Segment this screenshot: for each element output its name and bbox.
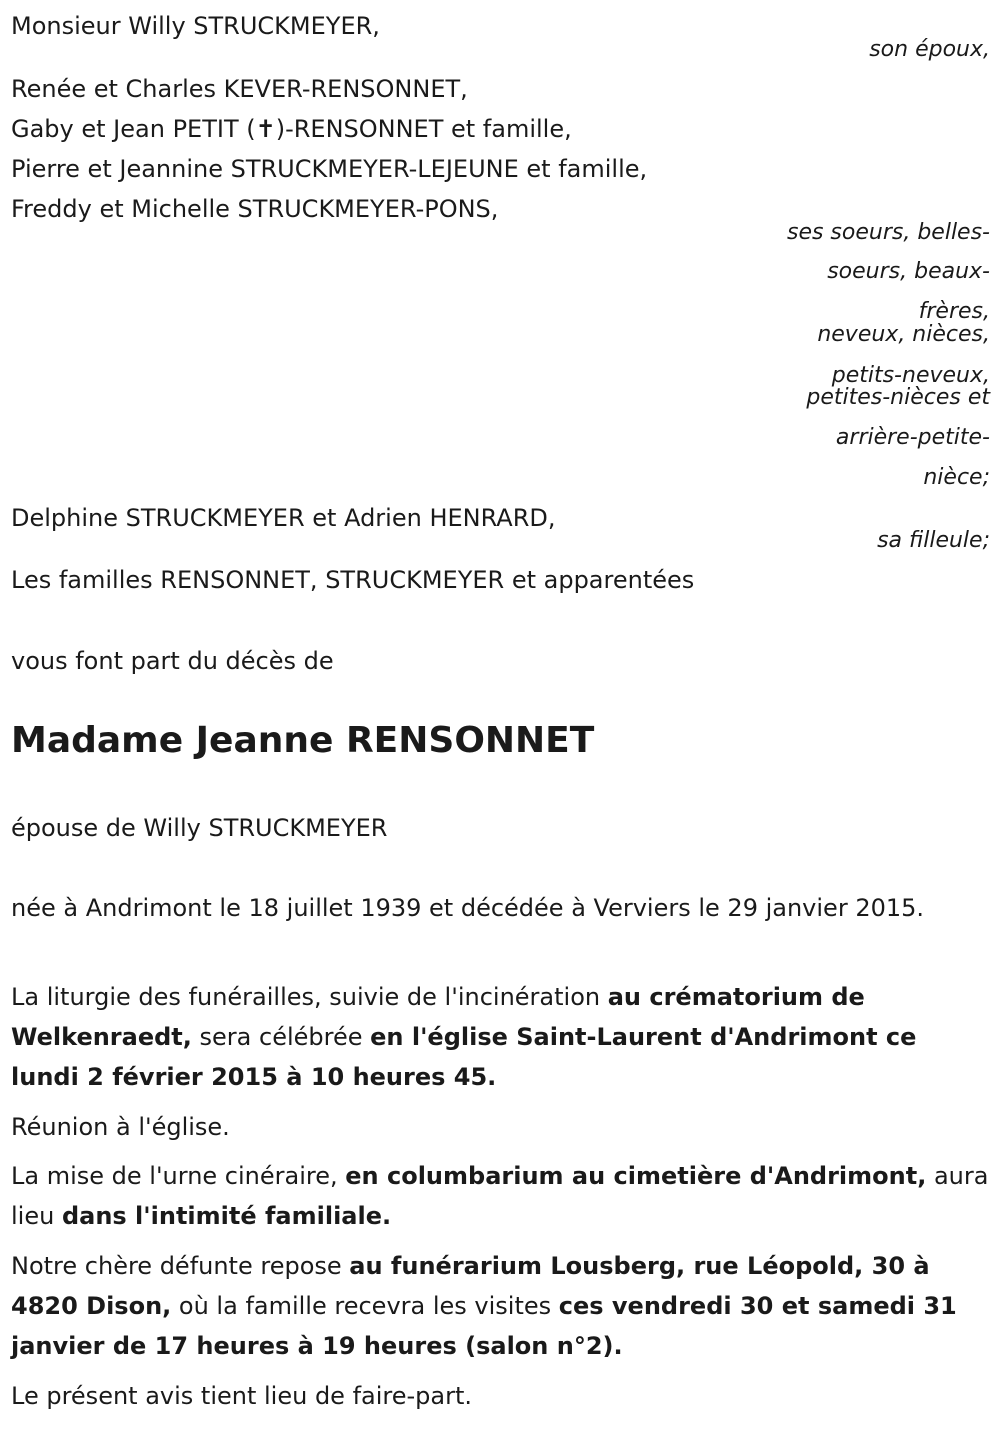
announce-line: vous font part du décès de — [11, 647, 334, 675]
siblings-role-line: ses soeurs, belles- — [786, 220, 990, 245]
funeral-crematorium: au crématorium de Welkenraedt, — [11, 983, 865, 1051]
siblings-role-line: frères, — [918, 299, 990, 324]
funeral-text: La liturgie des funérailles, suivie de l'incinération — [11, 983, 608, 1011]
spouse-name: Monsieur Willy STRUCKMEYER, — [11, 12, 380, 40]
visits-text: Notre chère défunte repose — [11, 1252, 350, 1280]
siblings-role-line: petites-nièces et — [806, 385, 990, 410]
funeral-text: sera célébrée — [191, 1023, 371, 1051]
funeral-church-date: en l'église Saint-Laurent d'Andrimont ce lundi 2 février 2015 à 10 heures 45. — [11, 1023, 917, 1091]
sibling-line: Freddy et Michelle STRUCKMEYER-PONS, — [11, 195, 499, 223]
siblings-role-line: petits-neveux, — [831, 363, 990, 388]
sibling-line: Pierre et Jeannine STRUCKMEYER-LEJEUNE et famille, — [11, 155, 648, 183]
birth-death-paragraph: née à Andrimont le 18 juillet 1939 et décédée à Verviers le 29 janvier 2015. — [11, 894, 925, 922]
siblings-role-line: nièce; — [923, 465, 990, 490]
urn-text: aura lieu — [11, 1162, 989, 1230]
deceased-name: Madame Jeanne RENSONNET — [11, 720, 595, 761]
urn-privacy: dans l'intimité familiale. — [61, 1202, 392, 1230]
visits-paragraph — [11, 1246, 990, 1366]
siblings-role-line: arrière-petite- — [835, 425, 990, 450]
spouse-role: son époux, — [869, 37, 990, 62]
closing-line: Le présent avis tient lieu de faire-part. — [11, 1382, 473, 1410]
sibling-line: Gaby et Jean PETIT (✝)-RENSONNET et famille, — [11, 115, 572, 143]
visits-schedule: ces vendredi 30 et samedi 31 janvier de 17 heures à 19 heures (salon n°2). — [11, 1292, 957, 1360]
deceased-spouse-of: épouse de Willy STRUCKMEYER — [11, 814, 388, 842]
visits-funeral-home: au funérarium Lousberg, rue Léopold, 30 à 4820 Dison, — [11, 1252, 930, 1320]
siblings-role-line: soeurs, beaux- — [827, 259, 990, 284]
sibling-line: Renée et Charles KEVER-RENSONNET, — [11, 75, 468, 103]
urn-paragraph — [11, 1156, 990, 1236]
urn-columbarium: en columbarium au cimetière d'Andrimont, — [345, 1162, 927, 1190]
families-line: Les familles RENSONNET, STRUCKMEYER et apparentées — [11, 566, 695, 594]
funeral-paragraph — [11, 977, 990, 1097]
goddaughter-name: Delphine STRUCKMEYER et Adrien HENRARD, — [11, 504, 556, 532]
meeting-line: Réunion à l'église. — [11, 1113, 230, 1141]
visits-text: où la famille recevra les visites — [171, 1292, 559, 1320]
siblings-role-line: neveux, nièces, — [817, 322, 990, 347]
goddaughter-role: sa filleule; — [877, 528, 990, 553]
urn-text: La mise de l'urne cinéraire, — [11, 1162, 346, 1190]
